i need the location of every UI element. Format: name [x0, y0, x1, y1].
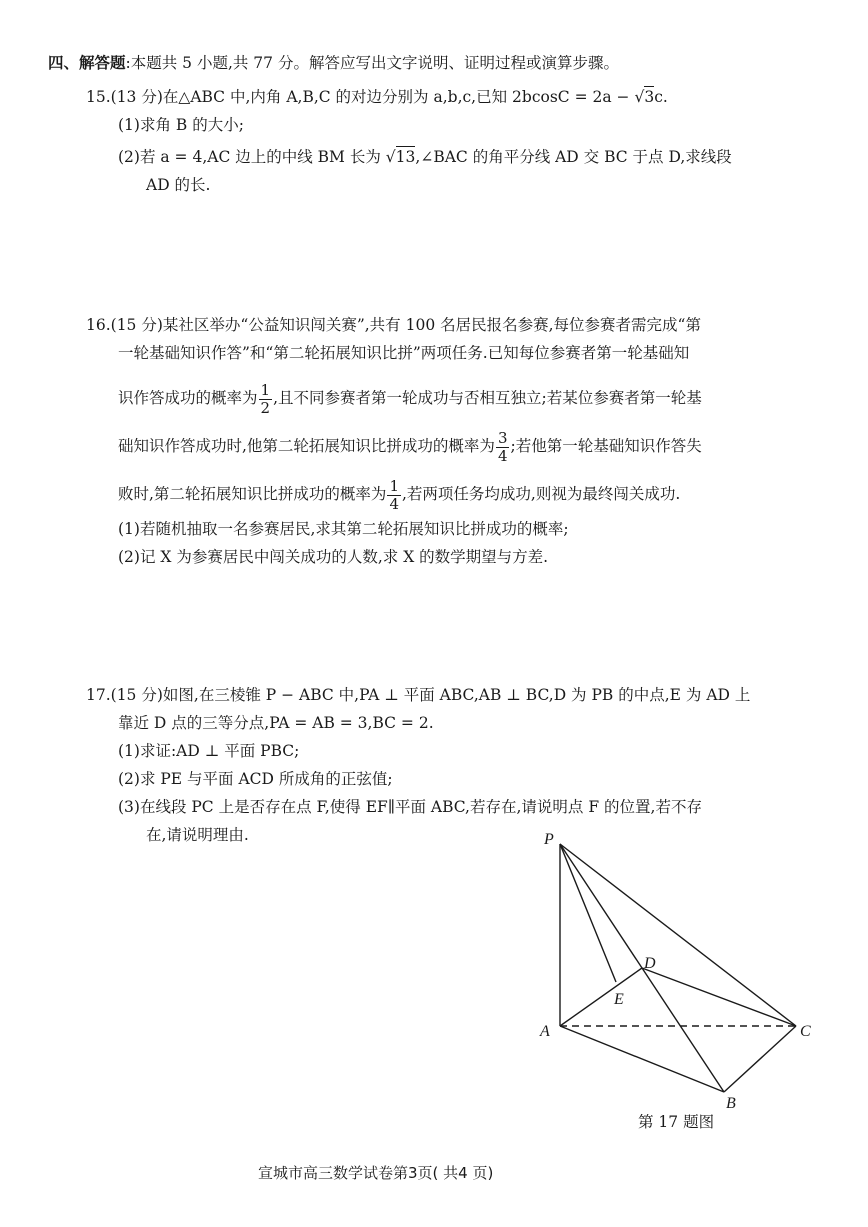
q16-line5-text-b: ,若两项任务均成功,则视为最终闯关成功. — [401, 485, 681, 503]
q16-fraction-1-num: 1 — [260, 380, 271, 399]
q16-part1: (1)若随机抽取一名参赛居民,求其第二轮拓展知识比拼成功的概率; — [118, 520, 569, 538]
edge-DC — [642, 968, 796, 1026]
pyramid-figure — [520, 822, 830, 1112]
q16-fraction-3 — [387, 478, 401, 513]
edge-AD — [560, 968, 642, 1026]
q16-part2: (2)记 X 为参赛居民中闯关成功的人数,求 X 的数学期望与方差. — [118, 548, 549, 566]
q17-part3: (3)在线段 PC 上是否存在点 F,使得 EF∥平面 ABC,若存在,请说明点 F 的位置,若不存 — [118, 798, 702, 816]
q16-fraction-2-den: 4 — [497, 446, 508, 465]
q16-fraction-1 — [259, 382, 273, 417]
q16-fraction-1-den: 2 — [260, 398, 271, 417]
q16-fraction-2-num: 3 — [497, 428, 508, 447]
q16-fraction-3-den: 4 — [389, 494, 399, 513]
q17-part2: (2)求 PE 与平面 ACD 所成角的正弦值; — [118, 770, 393, 788]
q15-part2-text: (2)若 a = 4,AC 边上的中线 BM 长为 — [118, 148, 386, 166]
q15-part2: (2)若 a = 4,AC 边上的中线 BM 长为 √13,∠BAC 的角平分线 AD 交 BC 于点 D,求线段 — [118, 148, 732, 166]
edge-BC — [724, 1026, 796, 1092]
edge-PC — [560, 844, 796, 1026]
q16-line3 — [118, 376, 702, 420]
label-D: D — [644, 955, 656, 972]
q15-part2-text-b: ,∠BAC 的角平分线 AD 交 BC 于点 D,求线段 — [415, 148, 732, 166]
q17-part3-cont: 在,请说明理由. — [146, 826, 249, 844]
q16-line5 — [118, 472, 680, 516]
q15-stem-end: c. — [654, 88, 668, 106]
section-description: :本题共 5 小题,共 77 分。解答应写出文字说明、证明过程或演算步骤。 — [125, 54, 619, 72]
page-footer: 宣城市高三数学试卷第3页( 共4 页) — [258, 1164, 494, 1182]
q15-part2-sqrt: 13 — [395, 148, 416, 166]
q17-line2: 靠近 D 点的三等分点,PA = AB = 3,BC = 2. — [118, 714, 434, 732]
figure-caption: 第 17 题图 — [638, 1113, 715, 1131]
q16-line3-text-b: ,且不同参赛者第一轮成功与否相互独立;若某位参赛者第一轮基 — [273, 389, 702, 407]
q15-sqrt-value: 3 — [644, 88, 655, 106]
q15-stem-text: 15.(13 分)在△ABC 中,内角 A,B,C 的对边分别为 a,b,c,已知 2bcosC = 2a − — [86, 88, 635, 106]
label-P: P — [544, 831, 554, 848]
q15-stem: 15.(13 分)在△ABC 中,内角 A,B,C 的对边分别为 a,b,c,已知 2bcosC = 2a − √3c. — [86, 88, 668, 106]
q16-fraction-2 — [496, 430, 510, 465]
label-A: A — [540, 1023, 550, 1040]
section-title: 四、解答题 — [48, 54, 126, 72]
q17-line1: 17.(15 分)如图,在三棱锥 P − ABC 中,PA ⊥ 平面 ABC,AB ⊥ BC,D 为 PB 的中点,E 为 AD 上 — [86, 686, 751, 704]
label-C: C — [800, 1023, 811, 1040]
q16-line4-text-b: ;若他第一轮基础知识作答失 — [510, 437, 702, 455]
label-B: B — [726, 1095, 736, 1112]
edge-AB — [560, 1026, 724, 1092]
q16-line2: 一轮基础知识作答”和“第二轮拓展知识比拼”两项任务.已知每位参赛者第一轮基础知 — [118, 344, 690, 362]
section-heading — [48, 52, 619, 74]
q17-part1: (1)求证:AD ⊥ 平面 PBC; — [118, 742, 300, 760]
q16-line1: 16.(15 分)某社区举办“公益知识闯关赛”,共有 100 名居民报名参赛,每位参赛者需完成“第 — [86, 316, 701, 334]
q15-part1: (1)求角 B 的大小; — [118, 116, 244, 134]
q15-part2-cont: AD 的长. — [146, 176, 211, 194]
q16-fraction-3-num: 1 — [389, 476, 399, 495]
q16-line4 — [118, 424, 702, 468]
q16-line3-text: 识作答成功的概率为 — [118, 389, 258, 407]
label-E: E — [614, 991, 624, 1008]
edge-PE — [560, 844, 616, 982]
q16-line5-text: 败时,第二轮拓展知识比拼成功的概率为 — [118, 485, 387, 503]
q16-line4-text: 础知识作答成功时,他第二轮拓展知识比拼成功的概率为 — [118, 437, 495, 455]
